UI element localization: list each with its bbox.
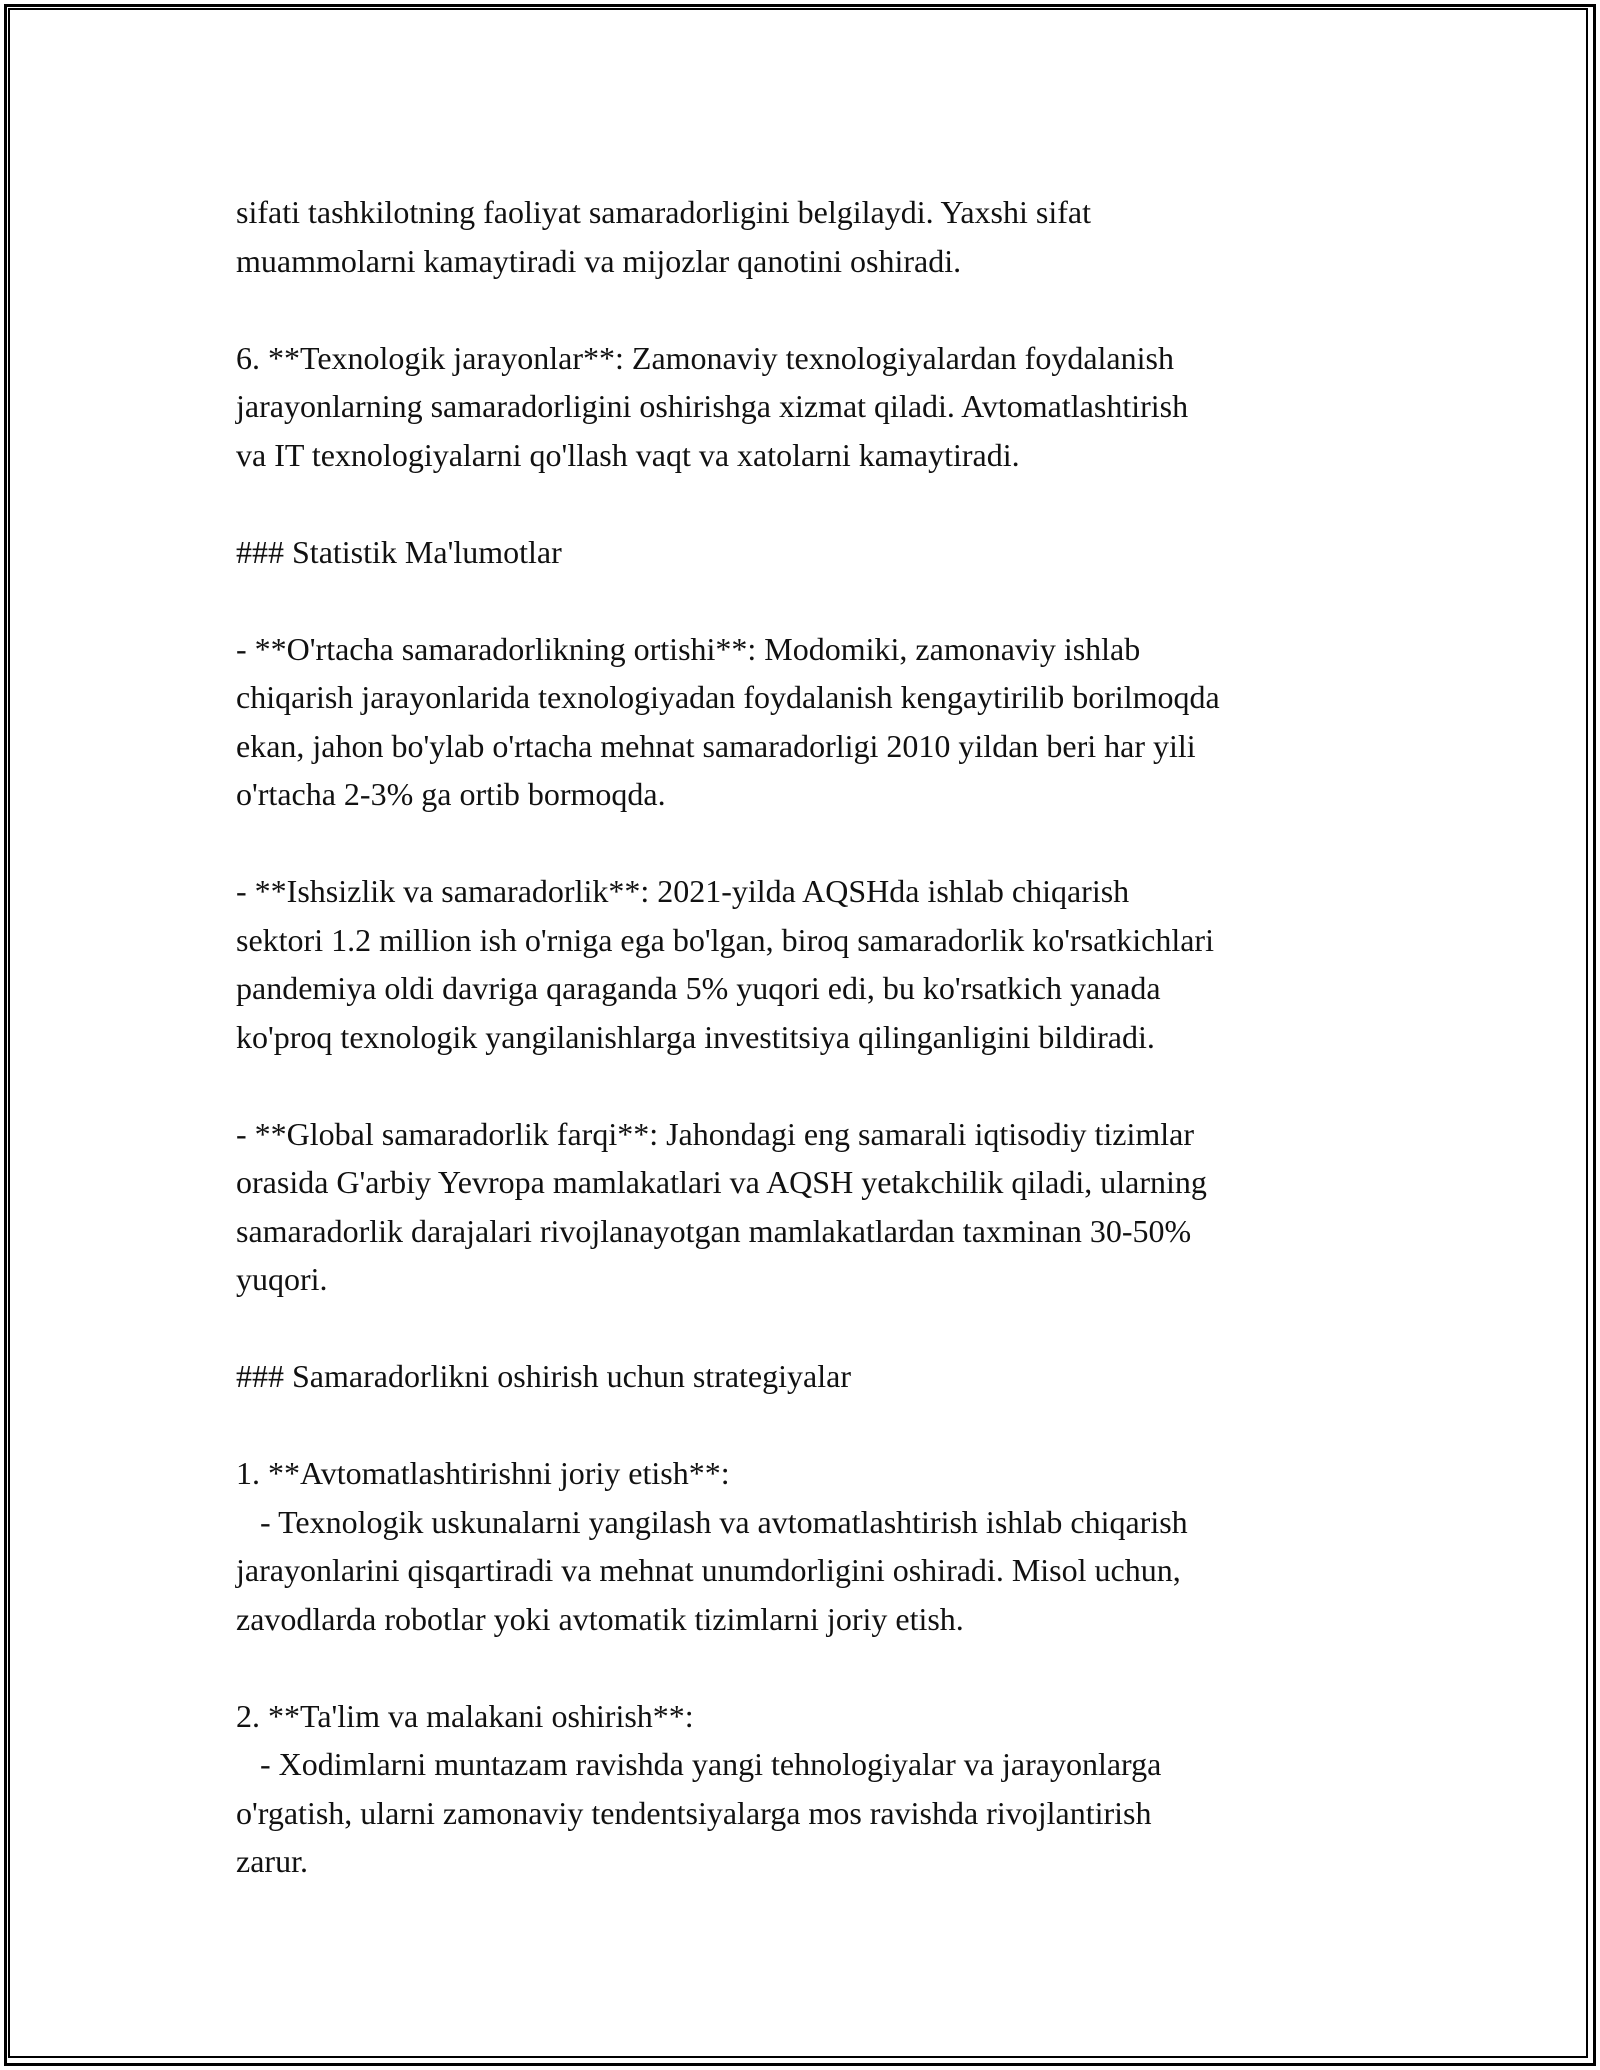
paragraph-average-productivity: - **O'rtacha samaradorlikning ortishi**: Modomiki, zamonaviy ishlab chiqarish jarayonlarida texnologiyadan foydalanish kengaytirilib borilmoqda ekan, jahon bo'ylab o'rtacha mehnat samaradorligi 2010 yildan beri har yili o'rtacha 2-3% ga ortib bormoqda.	[236, 630, 1220, 812]
paragraph-unemployment-productivity: - **Ishsizlik va samaradorlik**: 2021-yilda AQSHda ishlab chiqarish sektori 1.2 million ish o'rniga ega bo'lgan, biroq samaradorlik ko'rsatkichlari pandemiya oldi davriga qaraganda 5% yuqori edi, bu ko'rsatkich yanada ko'proq texnologik yangilanishlarga investitsiya qilinganligini bildiradi.	[236, 873, 1214, 1055]
heading-strategies: ### Samaradorlikni oshirish uchun strategiyalar	[236, 1358, 851, 1394]
paragraph-global-gap: - **Global samaradorlik farqi**: Jahondagi eng samarali iqtisodiy tizimlar orasida G'arbiy Yevropa mamlakatlari va AQSH yetakchilik qiladi, ularning samaradorlik darajalari rivojlanayotgan mamlakatlardan taxminan 30-50% yuqori.	[236, 1115, 1207, 1297]
document-body	[236, 188, 1396, 1886]
heading-statistics: ### Statistik Ma'lumotlar	[236, 533, 562, 570]
paragraph-quality: sifati tashkilotning faoliyat samaradorligini belgilaydi. Yaxshi sifat muammolarni kamaytiradi va mijozlar qanotini oshiradi.	[236, 194, 1091, 279]
paragraph-automation: 1. **Avtomatlashtirishni joriy etish**: - Texnologik uskunalarni yangilash va avtomatlashtirish ishlab chiqarish jarayonlarini qisqartiradi va mehnat unumdorligini oshiradi. Misol uchun, zavodlarda robotlar yoki avtomatik tizimlarni joriy etish.	[236, 1455, 1188, 1637]
paragraph-technological-processes: 6. **Texnologik jarayonlar**: Zamonaviy texnologiyalardan foydalanish jarayonlarning samaradorligini oshirishga xizmat qiladi. Avtomatlashtirish va IT texnologiyalarni qo'llash vaqt va xatolarni kamaytiradi.	[236, 339, 1189, 473]
paragraph-training: 2. **Ta'lim va malakani oshirish**: - Xodimlarni muntazam ravishda yangi tehnologiyalar va jarayonlarga o'rgatish, ularni zamonaviy tendentsiyalarga mos ravishda rivojlantirish zarur.	[236, 1697, 1162, 1879]
